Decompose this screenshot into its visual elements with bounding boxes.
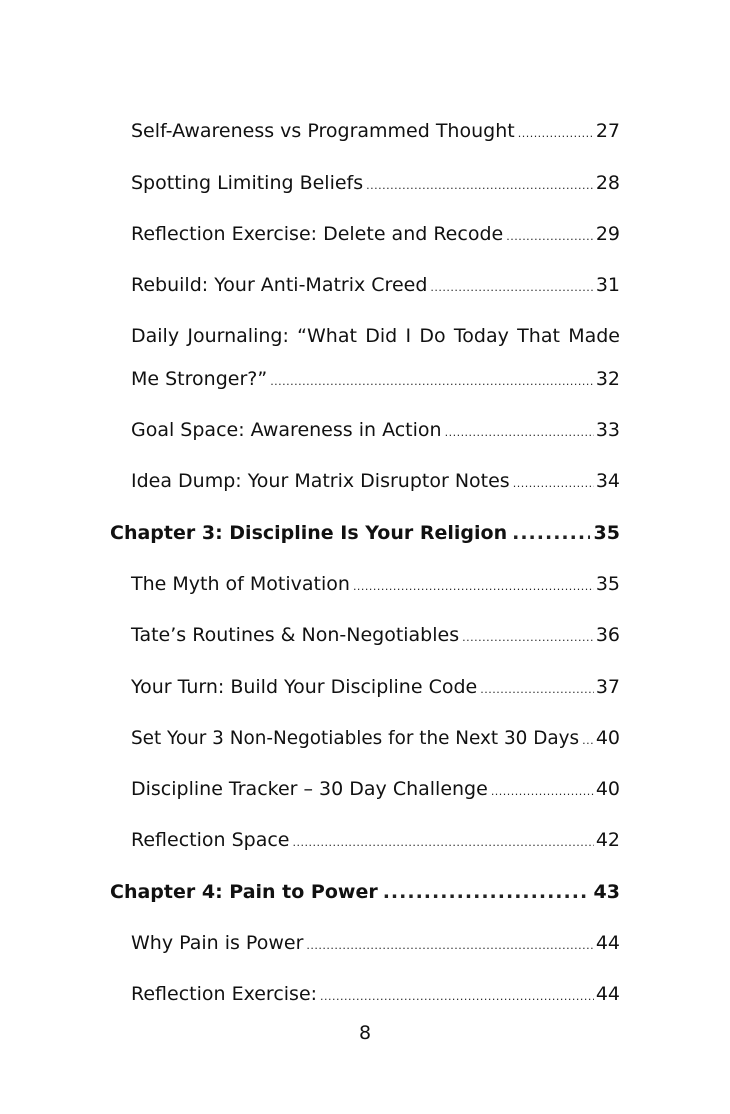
dot-leader [366,174,594,198]
toc-entry-page: 27 [595,120,620,142]
dot-leader [430,276,593,300]
toc-entry-title: Rebuild: Your Anti-Matrix Creed [131,274,428,296]
toc-entry[interactable] [131,171,620,198]
toc-entry[interactable] [131,777,620,804]
toc-entry[interactable] [131,675,620,702]
toc-entry[interactable] [131,828,620,855]
toc-entry-title: Reflection Exercise: [131,983,318,1005]
dot-leader [513,472,594,496]
toc-entry-title: Idea Dump: Your Matrix Disruptor Notes [131,470,510,492]
toc-entry-wrapped-line1[interactable] [131,324,620,348]
dot-leader [292,831,593,855]
toc-chapter-entry[interactable] [110,880,620,904]
toc-chapter-entry[interactable] [110,521,620,545]
dot-leader [320,985,594,1009]
toc-entry[interactable] [131,623,620,650]
toc-entry-title: Self-Awareness vs Programmed Thought [131,120,515,142]
toc-entry-title: Reflection Space [131,829,290,851]
toc-entry-page: 43 [593,881,620,903]
dot-leader [480,678,594,702]
toc-chapter-title: Chapter 3: Discipline Is Your Religion [110,522,508,544]
toc-entry-page: 29 [595,223,620,245]
toc-entry-page: 42 [595,829,620,851]
toc-entry-page: 28 [595,172,620,194]
toc-entry[interactable] [131,222,620,249]
toc-entry[interactable] [131,726,620,753]
toc-entry[interactable] [131,418,620,445]
toc-entry-title: Your Turn: Build Your Discipline Code [131,676,478,698]
dot-leader [306,934,593,958]
toc-entry[interactable] [131,469,620,496]
toc-chapter-title: Chapter 4: Pain to Power [110,881,378,903]
toc-entry-page: 34 [595,470,620,492]
toc-entry-page: 37 [595,676,620,698]
toc-entry-title: Discipline Tracker – 30 Day Challenge [131,778,488,800]
toc-entry-title: Me Stronger?” [131,368,268,390]
toc-entry-title: Reflection Exercise: Delete and Recode [131,223,504,245]
toc-entry-page: 35 [595,573,620,595]
toc-entry-page: 44 [595,932,620,954]
toc-entry-page: 33 [595,419,620,441]
dot-leader [491,780,594,804]
toc-entry-page: 40 [595,727,620,749]
dot-leader [512,521,589,545]
toc-entry-page: 35 [593,522,620,544]
toc-entry-page: 40 [595,778,620,800]
toc-entry-page: 36 [595,624,620,646]
dot-leader [582,729,594,753]
toc-entry[interactable] [131,119,620,146]
toc-entry[interactable] [131,572,620,599]
toc-entry-title: Set Your 3 Non-Negotiables for the Next 30 Days [131,728,580,749]
toc-entry[interactable] [131,931,620,958]
dot-leader [518,122,594,146]
toc-entry-page: 31 [595,274,620,296]
dot-leader [506,225,594,249]
toc-entry-wrapped-line2[interactable] [131,367,620,394]
dot-leader [462,626,594,650]
toc-entry-title: Spotting Limiting Beliefs [131,172,364,194]
toc-entry-title: The Myth of Motivation [131,573,350,595]
dot-leader [383,880,590,904]
dot-leader [353,575,594,599]
toc-entry-title: Why Pain is Power [131,932,304,954]
toc-entry-title: Tate’s Routines & Non-Negotiables [131,624,460,646]
toc-entry-title: Goal Space: Awareness in Action [131,419,442,441]
dot-leader [270,370,594,394]
toc-entry[interactable] [131,982,620,1009]
toc-entry-page: 32 [595,368,620,390]
toc-entry-page: 44 [595,983,620,1005]
dot-leader [445,421,594,445]
toc-entry[interactable] [131,273,620,300]
page-number: 8 [358,1022,372,1044]
toc-entry-title: Daily Journaling: “What Did I Do Today That Made [131,325,620,347]
